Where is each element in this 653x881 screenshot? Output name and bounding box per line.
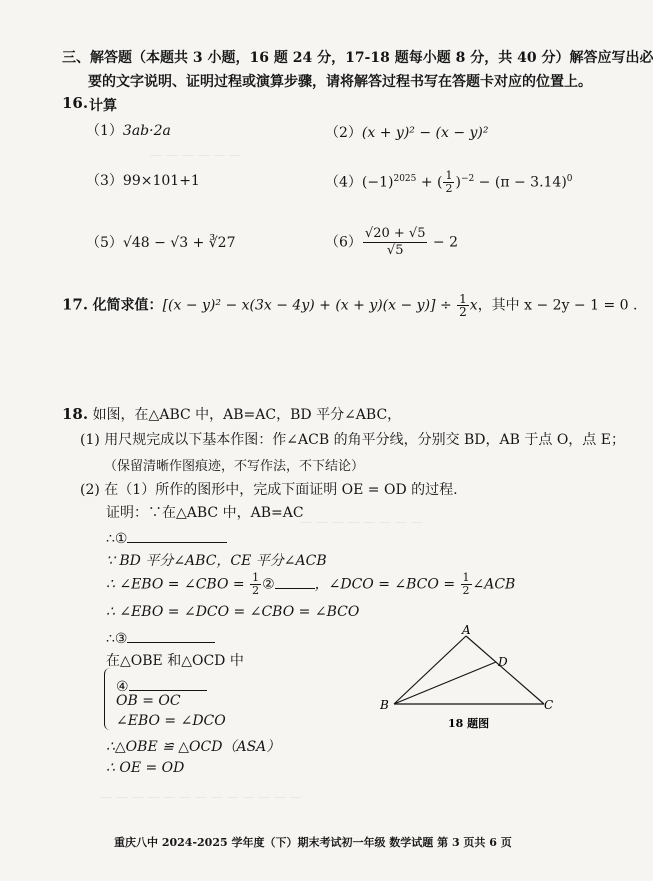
expr-part: − (π − 3.14) [474,174,567,191]
brace-line-3: ∠EBO = ∠DCO [116,713,226,729]
fraction: $\frac{1}{2}$ [445,169,453,195]
q16-item-1 [86,120,171,140]
q17-variable: x [469,297,478,314]
proof-line-6: ∴③ [106,628,215,647]
page-footer: 重庆八中 2024-2025 学年度（下）期末考试初一年级 数学试题 第 3 页共 6 页 [114,836,512,849]
bleed-through-text: — — — — — — — — — — — — — [100,790,302,804]
q16-item-4 [325,170,573,195]
item-expression: √48 − √3 + ∛27 [122,235,236,251]
fraction: $\frac{1}{2}$ [252,571,260,597]
bleed-through-text: — — — — — — [150,148,242,162]
label-a: A [462,623,471,637]
item-expression: 99×101+1 [122,173,200,189]
exponent: 0 [566,173,573,184]
item-tail: − 2 [428,234,459,251]
q17-expression: [(x − y)² − x(3x − 4y) + (x + y)(x − y)] ÷ [162,297,457,314]
expr-part: + ( [416,174,443,191]
brace-line-1: ④ [116,676,207,695]
proof-line-7: 在△OBE 和△OCD 中 [106,653,244,669]
proof-line-3: ∵ BD 平分∠ABC，CE 平分∠ACB [106,553,327,569]
item-label: （3） [86,173,123,189]
q18-number: 18. [62,405,89,423]
item-label: （1） [86,123,123,139]
expr-part: (−1) [361,174,394,191]
brace-line-2: OB = OC [116,693,181,709]
section-header-line2: 要的文字说明、证明过程或演算步骤，请将解答过程书写在答题卡对应的位置上。 [88,74,592,90]
proof-line-2: ∴① [106,528,227,547]
item-label: （5） [86,235,123,251]
q16-number: 16. [62,94,89,112]
q18-stem [62,404,401,424]
item-expression: (x + y)² − (x − y)² [361,125,489,141]
q17-lead: 化简求值： [92,297,163,314]
blank-3 [127,628,215,643]
bleed-through-text: — — — — — — — — [300,515,423,529]
figure-caption: 18 题图 [448,717,490,730]
item-label: （2） [325,125,362,141]
q16-item-2 [325,122,489,142]
exponent: 2025 [393,173,417,184]
q18-part1-note: （保留清晰作图痕迹，不写作法，不下结论） [104,459,365,474]
proof-line-8: ∴△OBE ≌ △OCD（ASA） [106,739,281,755]
label-c: C [544,698,554,712]
q18-stem-text: 如图，在△ABC 中，AB=AC，BD 平分∠ABC， [92,407,402,423]
blank-4 [129,676,207,691]
q16-item-3 [86,170,200,190]
proof-line-5: ∴ ∠EBO = ∠DCO = ∠CBO = ∠BCO [106,604,360,620]
triangle-figure [376,624,556,734]
q18-part1: (1) 用尺规完成以下基本作图：作∠ACB 的角平分线，分别交 BD，AB 于点 O，点 E； [80,432,625,448]
label-b: B [380,698,389,712]
label-d: D [498,655,508,669]
blank-1 [127,528,227,543]
q16-item-5 [86,232,235,252]
side-ab [394,636,466,704]
q17-fraction: $\frac{1}{2}$ [459,292,467,319]
q16-item-6 [325,226,458,259]
item-label: （4） [325,174,362,191]
item-expression: 3ab·2a [122,123,171,139]
fraction: $\frac{√20 + √5}{√5}$ [364,226,426,258]
blank-2 [275,574,315,589]
q16-title: 计算 [89,98,117,114]
section-header-line1: 三、解答题（本题共 3 小题，16 题 24 分，17-18 题每小题 8 分，共 40 分）解答应写出必 [62,50,653,66]
q17-condition: ，其中 x − 2y − 1 = 0 . [477,297,638,314]
q17 [62,293,637,318]
fraction: $\frac{1}{2}$ [462,571,470,597]
exponent: −2 [460,173,475,184]
q18-part2: (2) 在（1）所作的图形中，完成下面证明 OE = OD 的过程. [80,482,458,498]
item-label: （6） [325,234,362,251]
proof-line-4: ∴ ∠EBO = ∠CBO = $\frac{1}{2}$ ② ，∠DCO = ∠BCO = $\frac{1}{2}$ ∠ACB [106,571,516,597]
expr-part: ) [455,174,461,191]
brace [104,668,115,730]
proof-line-9: ∴ OE = OD [106,760,185,776]
proof-line-1: 证明：∵在△ABC 中，AB=AC [106,505,304,521]
segment-bd [394,662,496,704]
q17-number: 17. [62,295,89,314]
